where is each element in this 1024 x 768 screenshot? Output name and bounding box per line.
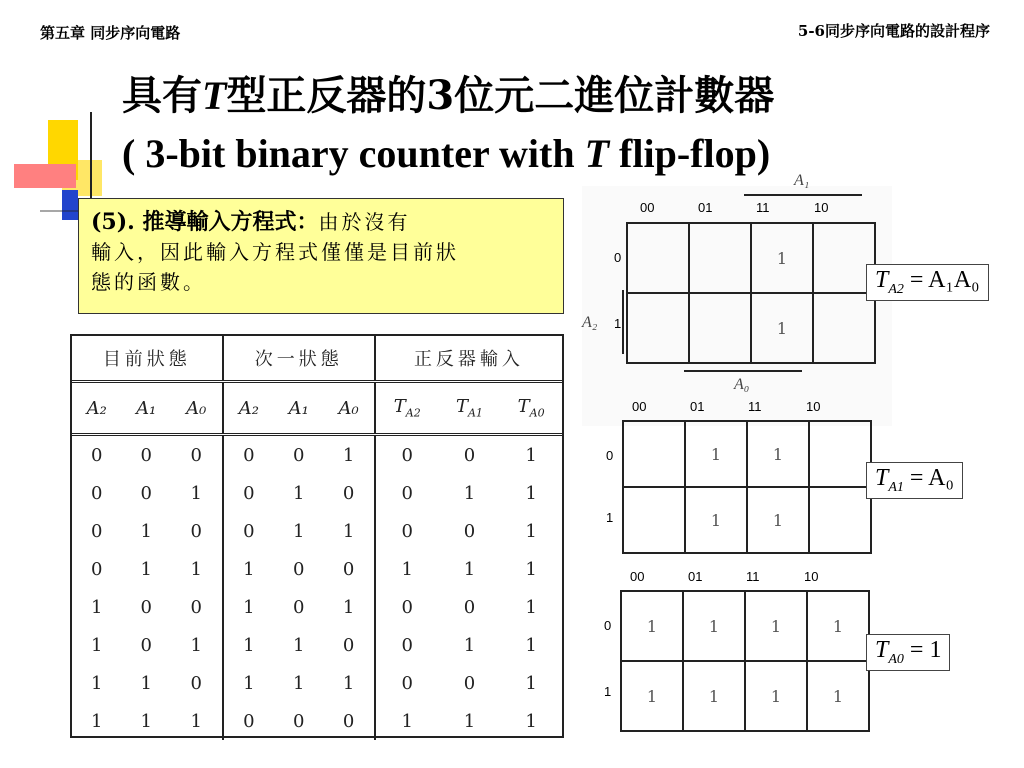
table-cell: 1 — [375, 550, 439, 588]
kmap-column-label: 11 — [756, 200, 770, 215]
slide-title-zh: 具有T型正反器的3位元二進位計數器 — [122, 72, 775, 119]
kmap-cell: 1 — [747, 487, 809, 553]
kmap-row-label: 0 — [604, 618, 612, 633]
kmap-column-label: 00 — [640, 200, 655, 215]
table-cell: 1 — [223, 626, 274, 664]
table-row — [72, 626, 562, 664]
slide-title-en: ( 3-bit binary counter with T flip-flop) — [122, 131, 771, 176]
column-header: A₂ — [223, 382, 274, 435]
kmap-column-label: 11 — [748, 399, 762, 414]
kmap-cell: 1 — [685, 421, 747, 487]
table-row — [72, 588, 562, 626]
derivation-note — [78, 198, 564, 314]
kmap-row-label: 1 — [604, 684, 612, 699]
kmap-row-label: 0 — [606, 448, 614, 463]
table-cell: 0 — [375, 474, 439, 512]
table-cell: 0 — [463, 672, 476, 694]
table-cell: 1 — [525, 710, 537, 732]
kmap-bottom-variable: A₀ — [734, 376, 750, 393]
state-table — [70, 334, 564, 738]
table-cell: 0 — [342, 710, 355, 732]
table-cell: 1 — [463, 482, 476, 504]
kmap-cell — [623, 421, 685, 487]
table-cell: 1 — [140, 710, 152, 732]
kmap-cell: 1 — [745, 591, 807, 661]
table-cell: 1 — [525, 634, 537, 656]
kmap-cell — [809, 421, 871, 487]
table-cell: 1 — [190, 634, 202, 656]
table-cell: 0 — [72, 435, 121, 475]
column-header: A₀ — [338, 397, 359, 419]
table-cell: 0 — [274, 435, 323, 475]
input-equation: $T_{A1} = A_0$ — [866, 462, 963, 499]
table-cell: 1 — [140, 520, 152, 542]
table-cell: 0 — [375, 512, 439, 550]
kmap-cell — [809, 487, 871, 553]
table-cell: 1 — [293, 482, 305, 504]
kmap-cell — [627, 223, 689, 293]
kmap-column-label: 01 — [698, 200, 713, 215]
state-table-body — [72, 435, 562, 741]
table-row — [72, 702, 562, 740]
table-cell: 1 — [223, 588, 274, 626]
note-text-3: 態的函數。 — [91, 270, 206, 294]
input-equation: $T_{A2} = A_1A_0$ — [866, 264, 989, 301]
column-header: A₁ — [288, 397, 309, 419]
sub-header-row — [72, 382, 562, 435]
kmap-column-label: 10 — [806, 399, 821, 414]
kmap-grid — [620, 590, 870, 732]
kmap-column-label: 00 — [632, 399, 647, 414]
column-header: A₁ — [136, 397, 157, 419]
table-cell: 1 — [463, 710, 476, 732]
table-cell: 1 — [140, 558, 152, 580]
kmap-cell: 1 — [745, 661, 807, 731]
table-cell: 1 — [91, 710, 103, 732]
note-text-1: 由於沒有 — [318, 210, 411, 234]
table-row — [72, 512, 562, 550]
table-cell: 0 — [223, 702, 274, 740]
table-cell: 1 — [293, 672, 305, 694]
group-ff-inputs: 正反器輸入 — [375, 336, 562, 382]
kmap-left-variable: A₂ — [582, 314, 598, 331]
note-heading: (5). 推導輸入方程式： — [91, 209, 319, 235]
kmap-column-label: 10 — [804, 569, 819, 584]
table-cell: 1 — [500, 435, 562, 475]
table-cell: 0 — [463, 596, 476, 618]
table-cell: 1 — [223, 664, 274, 702]
kmap-cell: 1 — [751, 223, 813, 293]
table-cell: 0 — [223, 435, 274, 475]
table-cell: 0 — [439, 435, 501, 475]
table-cell: 1 — [342, 520, 355, 542]
table-cell: 0 — [342, 634, 355, 656]
table-cell: 0 — [91, 520, 103, 542]
table-cell: 0 — [171, 435, 223, 475]
kmap-cell — [689, 223, 751, 293]
table-cell: 0 — [91, 558, 103, 580]
column-header: $T_{A0}$ — [517, 396, 545, 420]
table-row — [72, 664, 562, 702]
table-cell: 1 — [91, 596, 103, 618]
kmap-cell: 1 — [685, 487, 747, 553]
table-cell: 1 — [190, 710, 202, 732]
section-label: 5-6同步序向電路的設計程序 — [797, 22, 990, 40]
kmap-cell: 1 — [747, 421, 809, 487]
table-cell: 0 — [342, 558, 355, 580]
column-header: A₀ — [186, 397, 207, 419]
table-row — [72, 474, 562, 512]
table-cell: 0 — [121, 435, 170, 475]
table-cell: 1 — [293, 520, 305, 542]
column-header: $T_{A2}$ — [375, 382, 439, 435]
kmap-column-label: 00 — [630, 569, 645, 584]
chapter-label: 第五章 同步序向電路 — [40, 24, 181, 42]
column-header: A₂ — [86, 397, 107, 419]
kmap-cell: 1 — [683, 591, 745, 661]
table-cell: 1 — [223, 550, 274, 588]
kmap-cell — [627, 293, 689, 363]
kmap-grid — [626, 222, 876, 364]
table-cell: 0 — [223, 474, 274, 512]
kmap-grid — [622, 420, 872, 554]
table-cell: 0 — [140, 634, 152, 656]
table-cell: 1 — [463, 558, 476, 580]
table-cell: 0 — [375, 664, 439, 702]
table-cell: 0 — [140, 482, 152, 504]
kmap-column-label: 01 — [688, 569, 703, 584]
table-cell: 0 — [293, 558, 305, 580]
table-cell: 0 — [375, 588, 439, 626]
kmap-row-label: 1 — [606, 510, 614, 525]
table-cell: 0 — [375, 626, 439, 664]
table-cell: 0 — [190, 672, 202, 694]
table-cell: 0 — [375, 435, 439, 475]
table-cell: 1 — [525, 558, 537, 580]
group-header-row — [72, 336, 562, 382]
table-cell: 0 — [342, 482, 355, 504]
table-cell: 1 — [190, 558, 202, 580]
table-cell: 0 — [293, 710, 305, 732]
table-cell: 0 — [190, 520, 202, 542]
kmap-column-label: 01 — [690, 399, 705, 414]
table-cell: 1 — [525, 482, 537, 504]
table-cell: 1 — [91, 634, 103, 656]
table-row — [72, 550, 562, 588]
note-text-2: 輸入，因此輸入方程式僅僅是目前狀 — [91, 240, 459, 264]
group-present-state: 目前狀態 — [102, 349, 191, 370]
table-cell: 1 — [525, 596, 537, 618]
kmap-top-variable: A₁ — [794, 172, 810, 189]
kmap-cell: 1 — [683, 661, 745, 731]
kmap-row-label: 0 — [614, 250, 622, 265]
table-cell: 0 — [91, 482, 103, 504]
input-equation: $T_{A0} = 1$ — [866, 634, 950, 671]
kmap-cell — [813, 293, 875, 363]
kmap-cell: 1 — [621, 591, 683, 661]
kmap-cell — [623, 487, 685, 553]
table-cell: 1 — [342, 596, 355, 618]
table-cell: 0 — [190, 596, 202, 618]
table-cell: 0 — [293, 596, 305, 618]
table-cell: 1 — [293, 634, 305, 656]
kmap-cell: 1 — [751, 293, 813, 363]
table-cell: 1 — [190, 482, 202, 504]
table-cell: 1 — [525, 672, 537, 694]
table-cell: 0 — [463, 520, 476, 542]
kmap-column-label: 11 — [746, 569, 760, 584]
table-cell: 1 — [525, 520, 537, 542]
kmap-row-label: 1 — [614, 316, 622, 331]
table-cell: 1 — [342, 672, 355, 694]
table-cell: 0 — [140, 596, 152, 618]
table-cell: 1 — [375, 702, 439, 740]
table-cell: 1 — [323, 435, 375, 475]
table-cell: 1 — [91, 672, 103, 694]
kmap-cell: 1 — [807, 591, 869, 661]
table-cell: 1 — [140, 672, 152, 694]
kmap-column-label: 10 — [814, 200, 829, 215]
table-cell: 1 — [463, 634, 476, 656]
table-row — [72, 435, 562, 475]
group-next-state: 次一狀態 — [223, 336, 375, 382]
kmap-cell — [689, 293, 751, 363]
kmap-cell: 1 — [807, 661, 869, 731]
column-header: $T_{A1}$ — [455, 396, 483, 420]
table-cell: 0 — [223, 512, 274, 550]
kmap-cell: 1 — [621, 661, 683, 731]
